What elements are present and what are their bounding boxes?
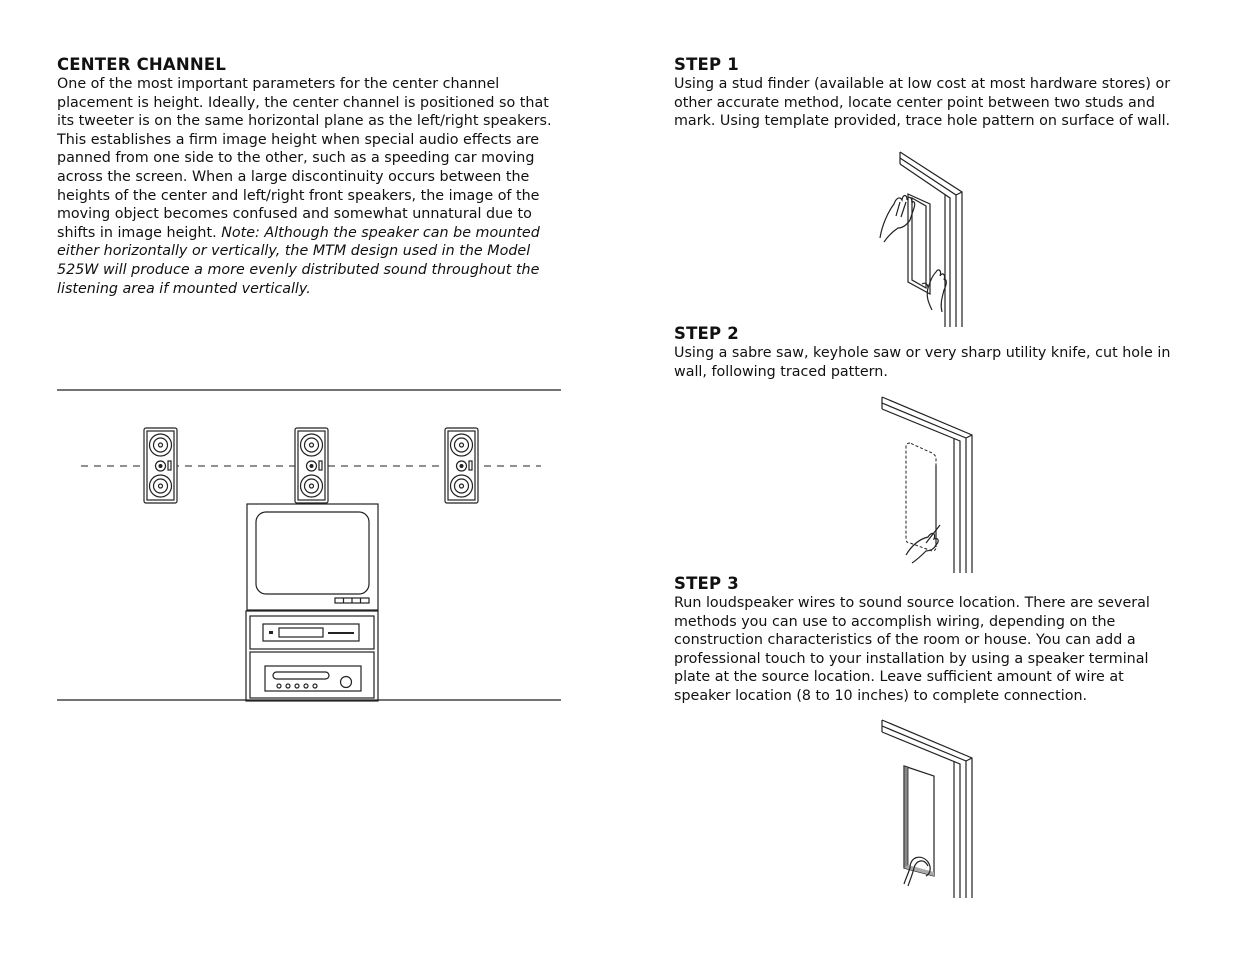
step-3-body: Run loudspeaker wires to sound source location. There are several methods you can use to accomplish wiring, depending on the construction characteristics of the room or house. You can add a professional touch to your installation by using a speaker terminal plate at the source location. Leave sufficient amount of wire at speaker location (8 to 10 inches) to complete connection. (674, 595, 1150, 704)
step-2-body: Using a sabre saw, keyhole saw or very sharp utility knife, cut hole in wall, following traced pattern. (674, 345, 1171, 380)
step-2-section (674, 324, 1184, 381)
step-1-body: Using a stud finder (available at low cost at most hardware stores) or other accurate method, locate center point between two studs and mark. Using template provided, trace hole pattern on surface of wall. (674, 76, 1171, 130)
center-channel-note: Note: Although the speaker can be mounted either horizontally or vertically, the MTM design used in the Model 525W will produce a more evenly distributed sound throughout the listening area if mounted vertically. (57, 224, 540, 297)
step-3-section (674, 574, 1184, 706)
right-speaker (445, 428, 478, 503)
step-1-section (674, 55, 1184, 131)
center-channel-body (57, 75, 562, 298)
center-channel-title: CENTER CHANNEL (57, 55, 227, 74)
television (247, 504, 378, 610)
center-channel-text: One of the most important parameters for the center channel placement is height. Ideally, the center channel is positioned so that its tweeter is on the same horizontal plane as the left/right speakers. This establishes a firm image height when special audio effects are panned from one side to the other, such as a speeding car moving across the screen. When a large discontinuity occurs between the heights of the center and left/right front speakers, the image of the moving object becomes confused and somewhat unnatural due to shifts in image height. (57, 76, 552, 241)
step-1-title: STEP 1 (674, 55, 739, 74)
center-channel-section (57, 55, 562, 298)
center-speaker (295, 428, 328, 503)
speaker-placement-diagram (57, 388, 562, 703)
step-3-illustration (870, 718, 980, 900)
step-1-illustration (870, 150, 980, 328)
av-cabinet (246, 611, 378, 701)
step-2-title: STEP 2 (674, 324, 739, 343)
step-2-illustration (870, 395, 980, 575)
step-3-title: STEP 3 (674, 574, 739, 593)
left-speaker (144, 428, 177, 503)
